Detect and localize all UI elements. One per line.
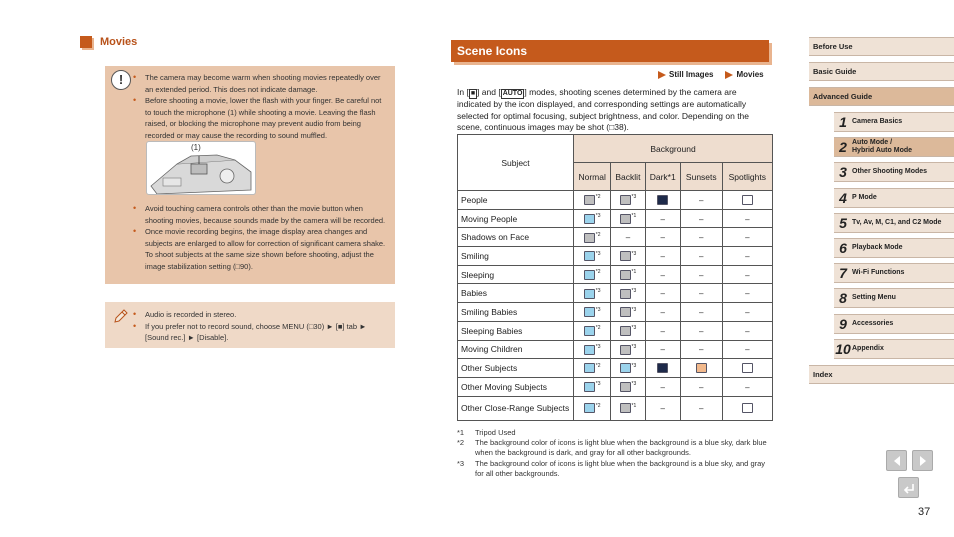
icon-cell — [574, 321, 611, 340]
chapter-number: 7 — [839, 265, 847, 282]
footnote — [457, 459, 772, 479]
chapter-number: 1 — [839, 114, 847, 130]
icon-cell — [680, 359, 722, 378]
footnote — [457, 438, 772, 458]
none-dash: – — [660, 404, 665, 414]
none-dash: – — [660, 270, 665, 280]
chapter-number: 5 — [839, 214, 847, 231]
chapter-number: 6 — [839, 240, 847, 256]
section-square-icon — [80, 36, 92, 48]
icon-cell — [680, 247, 722, 266]
scene-icon — [620, 214, 631, 224]
camera-microphone-figure — [146, 141, 256, 195]
triangle-icon — [658, 71, 666, 79]
none-dash: – — [699, 195, 704, 205]
table-row — [458, 209, 773, 228]
intro-paragraph — [457, 87, 772, 134]
intro-text: In [ — [457, 87, 469, 97]
subject-cell: People — [458, 191, 574, 210]
figure-label: (1) — [191, 143, 201, 152]
icon-cell — [645, 284, 680, 303]
footnote-mark: *3 — [631, 194, 637, 201]
footnote-mark: *1 — [631, 213, 637, 220]
nav-chapter-5[interactable] — [834, 213, 954, 233]
scene-icon — [620, 307, 631, 317]
footnote-mark: *3 — [631, 381, 637, 388]
icon-cell — [645, 303, 680, 322]
table-row — [458, 265, 773, 284]
footnote-key: *2 — [457, 438, 465, 448]
footnote-mark: *2 — [595, 269, 601, 276]
icon-cell — [611, 396, 645, 420]
footnote-key: *3 — [457, 458, 465, 468]
chapter-number: 4 — [839, 189, 847, 206]
memo-item: • Audio is recorded in stereo. — [131, 309, 391, 321]
table-row — [458, 303, 773, 322]
footnote — [457, 428, 772, 438]
nav-chapter-7[interactable] — [834, 263, 954, 283]
scene-icon — [620, 326, 631, 336]
table-row — [458, 247, 773, 266]
scene-icon — [620, 403, 631, 413]
column-header: Spotlights — [722, 163, 772, 191]
icon-cell — [611, 377, 645, 396]
subject-cell: Babies — [458, 284, 574, 303]
icon-cell — [680, 303, 722, 322]
footnote-mark: *3 — [595, 381, 601, 388]
icon-cell — [574, 340, 611, 359]
footnote-mark: *3 — [631, 306, 637, 313]
icon-cell — [574, 359, 611, 378]
caution-item: • Once movie recording begins, the image display area changes and subjects are enlarged to allow for correction of significant camera shake. To shoot subjects at the same size shown before shooting, adjust the image stabilization setting (□90). — [131, 226, 387, 272]
footnote-mark: *3 — [595, 343, 601, 350]
mode-movies — [725, 70, 763, 79]
scene-icons-table — [457, 134, 773, 421]
footnote-text: The background color of icons is light blue when the background is a blue sky, dark blue when the background is dark, and gray for all other backgrounds. — [475, 438, 767, 458]
footnote-text: Tripod Used — [475, 428, 516, 437]
scene-icon — [584, 233, 595, 243]
caution-item: • Before shooting a movie, lower the flash with your finger. Be careful not to touch the microphone (1) while shooting a movie. Leaving the flash raised, or blocking the microphone may prevent audio from being recorded or may cause the recording to sound muffled. — [131, 95, 387, 141]
icon-cell — [645, 377, 680, 396]
footnote-mark: *3 — [595, 250, 601, 257]
table-row — [458, 321, 773, 340]
section-heading — [80, 36, 137, 48]
previous-page-button[interactable] — [886, 450, 907, 471]
table-row — [458, 377, 773, 396]
icon-cell — [645, 247, 680, 266]
table-row — [458, 228, 773, 247]
caution-item: • The camera may become warm when shooting movies repeatedly over an extended period. This does not indicate damage. — [131, 72, 387, 95]
icon-cell — [680, 321, 722, 340]
nav-chapter-8[interactable] — [834, 288, 954, 308]
nav-advanced-guide[interactable]: Advanced Guide — [809, 87, 954, 106]
footnote-key: *1 — [457, 428, 465, 437]
icon-cell — [680, 340, 722, 359]
chapter-label: Setting Menu — [852, 294, 896, 302]
icon-cell — [680, 228, 722, 247]
nav-chapter-3[interactable] — [834, 162, 954, 182]
footnote-mark: *3 — [595, 213, 601, 220]
chapter-number: 10 — [835, 340, 851, 357]
icon-cell — [645, 209, 680, 228]
icon-cell — [611, 265, 645, 284]
icon-cell — [574, 396, 611, 420]
scene-icon — [584, 251, 595, 261]
subject-cell: Other Moving Subjects — [458, 377, 574, 396]
none-dash: – — [745, 251, 750, 261]
footnote-mark: *1 — [631, 269, 637, 276]
icon-cell — [574, 247, 611, 266]
icon-cell — [722, 377, 772, 396]
none-dash: – — [699, 326, 704, 336]
chapter-label: Tv, Av, M, C1, and C2 Mode — [852, 218, 942, 226]
icon-cell — [722, 191, 772, 210]
subject-cell: Other Close-Range Subjects — [458, 396, 574, 420]
subject-cell: Smiling — [458, 247, 574, 266]
nav-index[interactable]: Index — [809, 365, 954, 384]
none-dash: – — [660, 307, 665, 317]
scene-icon — [620, 195, 631, 205]
none-dash: – — [699, 233, 704, 243]
page-title: Scene Icons — [451, 40, 769, 62]
none-dash: – — [745, 289, 750, 299]
footnote-mark: *3 — [631, 287, 637, 294]
arrow-left-icon — [891, 455, 903, 467]
nav-chapter-6[interactable] — [834, 238, 954, 258]
none-dash: – — [745, 270, 750, 280]
mode-label: Still Images — [669, 70, 714, 79]
icon-cell — [680, 209, 722, 228]
footnote-mark: *1 — [631, 402, 637, 409]
memo-list — [131, 309, 391, 344]
subject-cell: Shadows on Face — [458, 228, 574, 247]
icon-cell — [680, 377, 722, 396]
scene-table-body — [458, 191, 773, 421]
footnote-mark: *2 — [595, 231, 601, 238]
scene-icon — [620, 382, 631, 392]
none-dash: – — [699, 307, 704, 317]
icon-cell — [680, 396, 722, 420]
table-row — [458, 359, 773, 378]
footnote-mark: *3 — [595, 306, 601, 313]
icon-cell — [611, 303, 645, 322]
none-dash: – — [699, 270, 704, 280]
none-dash: – — [660, 233, 665, 243]
icon-cell — [645, 396, 680, 420]
chapter-label: Playback Mode — [852, 244, 903, 251]
icon-cell — [611, 340, 645, 359]
footnote-mark: *2 — [595, 194, 601, 201]
scene-icon — [584, 307, 595, 317]
icon-cell — [722, 247, 772, 266]
chapter-label: Appendix — [852, 344, 884, 352]
scene-icon — [584, 382, 595, 392]
intro-text: ] modes, shooting scenes determined by the camera are indicated by the icon displayed, and corresponding settings are automatically selected for optimal focusing, subject brightness, and color. Depending on the scene, continuous images may be shot (□38). — [457, 87, 750, 133]
column-header: Normal — [574, 163, 611, 191]
icon-cell — [611, 284, 645, 303]
next-page-button[interactable] — [912, 450, 933, 471]
icon-cell — [611, 191, 645, 210]
subject-header: Subject — [458, 135, 574, 191]
table-row — [458, 396, 773, 420]
scene-icon — [584, 289, 595, 299]
icon-cell — [611, 209, 645, 228]
return-button[interactable] — [898, 477, 919, 498]
scene-icon — [742, 195, 753, 205]
icon-cell — [645, 359, 680, 378]
scene-icon — [742, 403, 753, 413]
icon-cell — [645, 265, 680, 284]
footnote-mark: *3 — [631, 343, 637, 350]
arrow-right-icon — [917, 455, 929, 467]
nav-chapter-10[interactable] — [834, 339, 954, 359]
column-header: Sunsets — [680, 163, 722, 191]
icon-cell — [722, 340, 772, 359]
icon-cell — [722, 359, 772, 378]
footnote-mark: *2 — [595, 325, 601, 332]
icon-cell — [574, 303, 611, 322]
mode-indicators — [658, 70, 764, 79]
chapter-number: 2 — [839, 139, 847, 156]
footnote-mark: *2 — [595, 362, 601, 369]
none-dash: – — [660, 382, 665, 392]
subject-cell: Other Subjects — [458, 359, 574, 378]
background-header: Background — [574, 135, 773, 163]
page-number: 37 — [918, 506, 931, 518]
triangle-icon — [725, 71, 733, 79]
column-header: Backlit — [611, 163, 645, 191]
caution-list-2 — [131, 203, 387, 273]
icon-cell — [611, 321, 645, 340]
caution-icon: ! — [111, 70, 131, 90]
none-dash: – — [660, 251, 665, 261]
icon-cell — [722, 265, 772, 284]
chapter-number: 3 — [839, 164, 847, 181]
chapter-label: Accessories — [852, 319, 894, 327]
mode-label: Movies — [736, 70, 764, 79]
footnotes — [457, 428, 772, 479]
none-dash: – — [699, 214, 704, 224]
footnote-text: The background color of icons is light blue when the background is a blue sky, and gray for all other backgrounds. — [475, 458, 766, 478]
nav-chapter-9[interactable] — [834, 314, 954, 334]
camera-mode-icon: ■ — [470, 90, 476, 97]
scene-icon — [696, 363, 707, 373]
icon-cell — [645, 321, 680, 340]
scene-icon — [620, 289, 631, 299]
table-row — [458, 191, 773, 210]
scene-icon — [584, 326, 595, 336]
scene-icon — [620, 270, 631, 280]
caution-item: • Avoid touching camera controls other than the movie button when shooting movies, because sounds made by the camera will be recorded. — [131, 203, 387, 226]
memo-box — [105, 302, 395, 348]
scene-icon — [584, 270, 595, 280]
scene-icon — [620, 363, 631, 373]
icon-cell — [680, 265, 722, 284]
scene-icon — [620, 251, 631, 261]
icon-cell — [611, 359, 645, 378]
return-arrow-icon — [902, 482, 916, 494]
section-title: Movies — [100, 36, 138, 48]
none-dash: – — [660, 289, 665, 299]
subject-cell: Sleeping Babies — [458, 321, 574, 340]
none-dash: – — [699, 382, 704, 392]
icon-cell — [680, 284, 722, 303]
scene-icon — [584, 345, 595, 355]
icon-cell — [645, 340, 680, 359]
none-dash: – — [745, 214, 750, 224]
none-dash: – — [660, 326, 665, 336]
icon-cell — [574, 209, 611, 228]
subject-cell: Sleeping — [458, 265, 574, 284]
chapter-label: Auto Mode / Hybrid Auto Mode — [852, 139, 913, 155]
chapter-label: Other Shooting Modes — [852, 168, 928, 176]
scene-icon — [657, 195, 668, 205]
scene-icon — [657, 363, 668, 373]
none-dash: – — [660, 345, 665, 355]
memo-item: • If you prefer not to record sound, choose MENU (□30) ► [■] tab ► [Sound rec.] ► [Disable]. — [131, 321, 391, 344]
chapter-number: 9 — [839, 315, 847, 332]
none-dash: – — [699, 345, 704, 355]
caution-list-1 — [131, 72, 387, 142]
none-dash: – — [699, 251, 704, 261]
nav-chapter-2[interactable] — [834, 137, 954, 157]
footnote-mark: *3 — [631, 362, 637, 369]
footnote-mark: *3 — [631, 325, 637, 332]
scene-icon — [584, 403, 595, 413]
none-dash: – — [625, 233, 631, 243]
scene-icon — [584, 363, 595, 373]
mode-still-images — [658, 70, 713, 79]
column-header: Dark*1 — [645, 163, 680, 191]
icon-cell — [574, 265, 611, 284]
none-dash: – — [745, 345, 750, 355]
footnote-mark: *3 — [595, 287, 601, 294]
icon-cell — [574, 284, 611, 303]
chapter-label: Camera Basics — [852, 118, 903, 125]
subject-cell: Moving Children — [458, 340, 574, 359]
nav-chapter-4[interactable] — [834, 188, 954, 208]
scene-icon — [620, 345, 631, 355]
none-dash: – — [699, 289, 704, 299]
nav-chapter-1[interactable] — [834, 112, 954, 132]
icon-cell — [722, 228, 772, 247]
table-row — [458, 340, 773, 359]
icon-cell — [722, 209, 772, 228]
icon-cell — [722, 284, 772, 303]
icon-cell — [574, 191, 611, 210]
icon-cell — [722, 396, 772, 420]
auto-mode-icon: AUTO — [502, 90, 523, 97]
chapter-number: 8 — [839, 290, 847, 307]
nav-basic-guide[interactable]: Basic Guide — [809, 62, 954, 81]
none-dash: – — [745, 307, 750, 317]
scene-icon — [584, 214, 595, 224]
camera-top-illustration — [147, 142, 256, 195]
subject-cell: Smiling Babies — [458, 303, 574, 322]
none-dash: – — [745, 233, 750, 243]
none-dash: – — [660, 214, 665, 224]
icon-cell — [680, 191, 722, 210]
footnote-mark: *3 — [631, 250, 637, 257]
icon-cell — [722, 303, 772, 322]
chapter-label: Wi-Fi Functions — [852, 269, 905, 277]
intro-text: ] and [ — [477, 87, 501, 97]
none-dash: – — [745, 382, 750, 392]
icon-cell — [645, 228, 680, 247]
chapter-label: P Mode — [852, 193, 877, 201]
icon-cell — [574, 377, 611, 396]
table-row — [458, 284, 773, 303]
none-dash: – — [699, 404, 704, 414]
pencil-icon — [112, 307, 130, 325]
icon-cell — [722, 321, 772, 340]
icon-cell — [611, 247, 645, 266]
caution-box — [105, 66, 395, 284]
subject-cell: Moving People — [458, 209, 574, 228]
nav-before-use[interactable]: Before Use — [809, 37, 954, 56]
icon-cell — [645, 191, 680, 210]
scene-icon — [584, 195, 595, 205]
icon-cell — [574, 228, 611, 247]
none-dash: – — [745, 326, 750, 336]
scene-icon — [742, 363, 753, 373]
footnote-mark: *2 — [595, 402, 601, 409]
icon-cell — [611, 228, 645, 247]
